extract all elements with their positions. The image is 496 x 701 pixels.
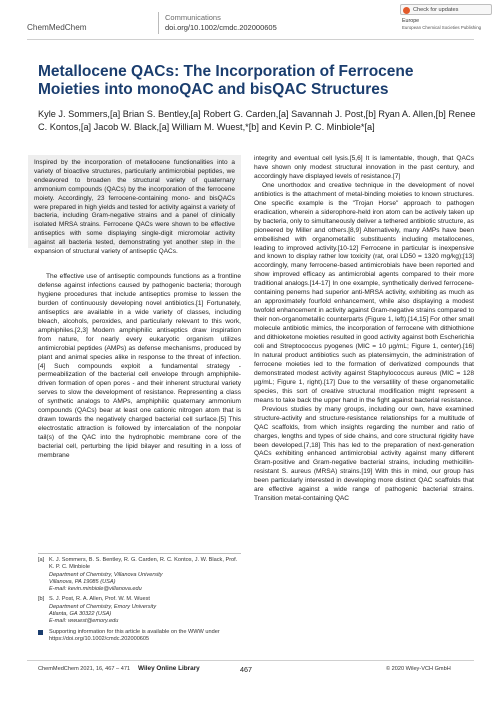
journal-name: ChemMedChem: [27, 23, 87, 32]
body-right-column: [254, 155, 474, 504]
body-left-column: [38, 273, 241, 461]
updates-icon: [403, 7, 410, 14]
affiliation-rule: [38, 553, 241, 554]
article-title: Metallocene QACs: The Incorporation of Ferrocene Moieties into monoQAC and bisQAC Structures: [38, 63, 414, 98]
doi-link[interactable]: doi.org/10.1002/cmdc.202000605: [165, 23, 277, 32]
wiley-online-library-link[interactable]: Wiley Online Library: [138, 665, 200, 672]
author-list: Kyle J. Sommers,[a] Brian S. Bentley,[a] Robert G. Carden,[a] Savannah J. Post,[b] Ryan A. Allen,[b] Renee C. Kontos,[a] Jacob W. Black,[a] William M. Wuest,*[b] and Kevin P. C. Minbiole*[a]: [38, 109, 476, 132]
abstract-text: Inspired by the incorporation of metallocene functionalities into a variety of bioactive structures, particularly antimicrobial peptides, we endeavored to broaden the structural variety of quaternary ammonium compounds (QACs) by the incorporation of the ferrocene moiety. Accordingly, 23 ferrocene-containing mono- and bisQACs were prepared in high yields and tested for activity against a variety of bacteria, including Gram-negative strains and a panel of clinically isolated MRSA strains. Ferrocene QACs were shown to be effective antiseptics with some displaying single-digit micromolar activity against all bacteria tested, demonstrating yet another step in the expansion of structural variety of antiseptic QACs.: [34, 159, 235, 256]
affiliations: [38, 557, 241, 646]
footer-rule: [27, 660, 474, 661]
affiliation-email[interactable]: E-mail: kevin.minbiole@villanova.edu: [49, 586, 142, 593]
check-updates-button[interactable]: [400, 4, 492, 15]
affiliation-tag: [a]: [38, 557, 45, 563]
affiliation-tag: [b]: [38, 596, 45, 603]
footer-citation: ChemMedChem 2021, 16, 467 – 471: [38, 666, 131, 672]
affiliation-item: [38, 557, 241, 593]
affiliation-department: Department of Chemistry, Emory University: [49, 603, 157, 610]
society-logo-subtext: European Chemical Societies Publishing: [402, 25, 482, 30]
header-separator: [158, 12, 159, 34]
body-paragraph: One unorthodox and creative technique in the development of novel antibiotics is the attachment of metal-binding moieties to known structures. One specific example is the "Trojan Horse" approach to pathogen eradication, wherein a siderophore-held iron atom can be actively taken up by bacteria, only to simultaneously deliver a tethered antibiotic structure, as pioneered by Miller and others.[8,9] Alternatively, many AMPs have been embellished with organometallic substituents including metallocenes, leading to improved activity.[10-12] Ferrocene in particular is inexpensive and known to display rather low toxicity (rat, oral LD50 = 1320 mg/kg);[13] accordingly, many ferrocene-based antimicrobials have been reported and show improved efficacy as antimicrobial agents compared to their more traditional analogs.[14-17] In one example, synthetically derived ferrocene-containing penems had superior anti-MRSA activity, exhibiting as much as an approximately fourfold enhancement, while also displaying a modest twofold enhancement in activity against Gram-negative strains compared to their non-organometallic counterparts (Figure 1, left).[14,15] For other small molecule antibiotic mimics, the incorporation of ferrocene with dithiothione and dithioketone moieties resulted in good activity against both Escherichia coli and Streptococcus pyogenes (MIC = 10 µg/mL; Figure 1, center).[16] In natural product antibiotics such as platensimycin, the administration of ferrocene moieties led to the formation of derivatized compounds that demonstrated modest activity against Staphylococcus aureus (MIC = 128 µg/mL; Figure 1, right).[17] Due to the versatility of these organometallic species, this sort of creative structural modification might represent a means to take back the upper hand in the fight against bacterial resistance.: [254, 181, 474, 404]
society-logo-text: Europe: [402, 18, 420, 24]
affiliation-address: Villanova, PA 19085 (USA): [49, 578, 116, 585]
affiliation-names: S. J. Post, R. A. Allen, Prof. W. M. Wuest: [49, 596, 150, 603]
supporting-info-text: Supporting information for this article is available on the WWW under https://doi.org/10.1002/cmdc.202000605: [49, 628, 220, 642]
check-updates-label: Check for updates: [413, 7, 459, 13]
body-paragraph: integrity and eventual cell lysis.[5,6] It is lamentable, though, that QACs have shown only modest structural innovation in the past century, and accordingly have displayed levels of resistance.[7]: [254, 155, 474, 180]
supporting-info-icon: [38, 630, 43, 635]
body-paragraph: Previous studies by many groups, including our own, have examined structure-activity and structure-resistance relationships for a multitude of QAC scaffolds, from which insights regarding the number and ratio of charges, lengths and types of side chains, and core structural rigidity have been developed.[7,18] This has led to the preparation of next-generation QACs exhibiting enhanced antimicrobial activity against many different Gram-positive and Gram-negative bacterial strains, including methicillin-resistant S. aureus (MRSA) strains.[19] With this in mind, our group has been particularly interested in developing more distinct QAC scaffolds that are effective against a wide range of pathogenic bacterial strains. Transition metal-containing QAC: [254, 405, 474, 503]
affiliation-item: [38, 596, 241, 625]
publisher-logo: [400, 4, 482, 36]
affiliation-email[interactable]: E-mail: wwuest@emory.edu: [49, 618, 119, 625]
footer-copyright: © 2020 Wiley-VCH GmbH: [386, 666, 451, 672]
page-number: 467: [240, 665, 252, 674]
section-label: Communications: [165, 13, 221, 22]
supporting-info[interactable]: [38, 629, 241, 644]
affiliation-department: Department of Chemistry, Villanova University: [49, 571, 163, 578]
abstract-box: [28, 155, 241, 256]
affiliation-address: Atlanta, GA 30322 (USA): [49, 611, 112, 618]
affiliation-names: K. J. Sommers, B. S. Bentley, R. G. Carden, R. C. Kontos, J. W. Black, Prof. K. P. C. Minbiole: [49, 557, 238, 571]
body-paragraph: The effective use of antiseptic compounds functions as a frontline defense against infections caused by pathogenic bacteria; thorough hygiene procedures that include antiseptics promise to lessen the burden of continuously developing novel antibiotics.[1] Fortunately, antiseptics are available in a wide variety of classes, including bleach, alcohols, peroxides, and particularly relevant to this work, amphiphiles.[2,3] Modern amphiphilic antiseptics draw inspiration from nature, for nearly every eukaryotic organism utilizes antimicrobial peptides (AMPs) as defense mechanisms, produced by plant and animal species alike in response to the threat of infection.[4] Such compounds exploit a fundamental strategy - permeabilization of the bacterial cell envelope through amphiphile-driven formation of open pores - and their inherent structural variety serves to slow the development of resistance. Representing a class of synthetic analogs to AMPs, amphiphilic quaternary ammonium compounds (QACs) bear at least one cationic nitrogen atom that is drawn towards the negatively charged bacterial cell surface.[5] This electrostatic attraction is followed by intercalation of the nonpolar tail(s) of the QAC into the hydrophobic membrane core of the bacterial cell, perturbing the lipid bilayer and resulting in a loss of membrane: [38, 273, 241, 460]
header-rule: [27, 39, 474, 40]
